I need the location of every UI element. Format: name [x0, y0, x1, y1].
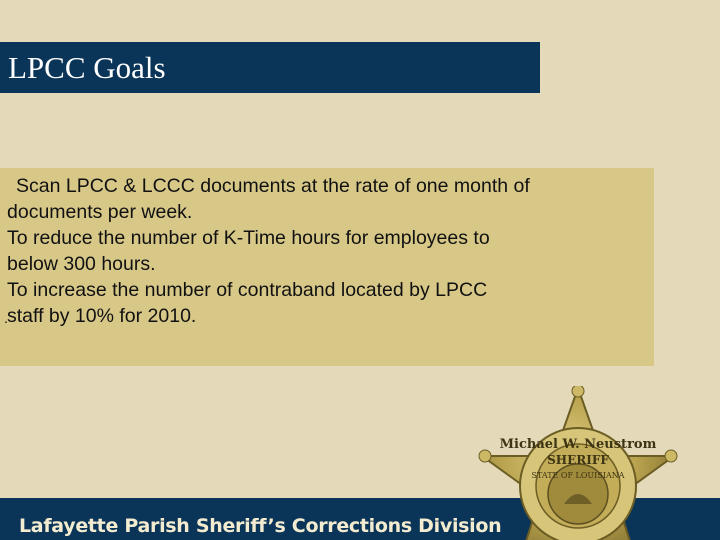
goal-line: To increase the number of contraband located by LPCC: [7, 279, 488, 301]
goal-line: staff by 10% for 2010.: [7, 305, 197, 327]
bullet-dot: .: [4, 310, 8, 326]
goal-line: below 300 hours.: [7, 253, 156, 275]
goal-line: To reduce the number of K-Time hours for employees to: [7, 227, 490, 249]
badge-name: Michael W. Neustrom: [499, 437, 657, 452]
sheriff-star-badge-icon: [478, 386, 678, 540]
goal-line: documents per week.: [7, 201, 193, 223]
footer-text: Lafayette Parish Sheriff’s Corrections Division: [19, 515, 502, 537]
goals-list: [7, 173, 652, 329]
badge-rank: SHERIFF: [547, 453, 609, 467]
badge-state: STATE OF LOUISIANA: [531, 471, 625, 480]
title-bar: [0, 42, 540, 93]
goal-line: Scan LPCC & LCCC documents at the rate of one month of: [16, 175, 530, 197]
slide-title: LPCC Goals: [8, 50, 166, 85]
goals-box: [0, 168, 654, 366]
